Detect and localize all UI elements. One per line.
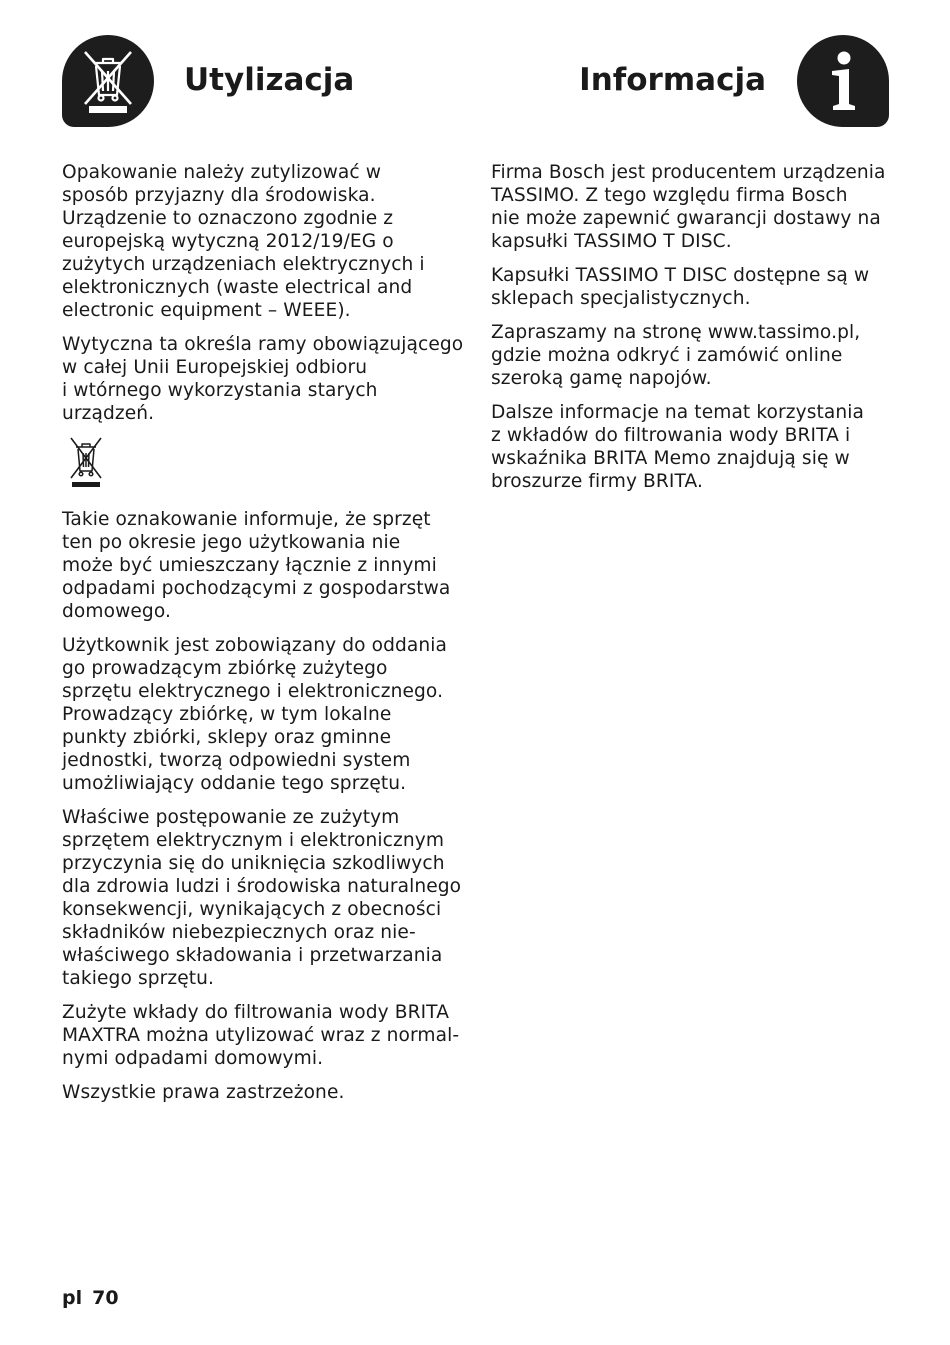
information-column xyxy=(491,161,901,504)
section-heading-disposal: Utylizacja xyxy=(184,62,355,98)
page-footer xyxy=(62,1286,129,1310)
weee-bin-icon xyxy=(62,35,154,127)
paragraph: Właściwe postępowanie ze zużytym sprzętem elektrycznym i elektronicznym przyczynia się do uniknięcia szkodliwych dla zdrowia ludzi i środowiska naturalnego konsekwencji, wynikających z obecności składników niebezpiecznych oraz nie- właściwego składowania i przetwarzania takiego sprzętu. xyxy=(62,807,462,989)
paragraph: Firma Bosch jest producentem urządzenia TASSIMO. Z tego względu firma Bosch nie może zapewnić gwarancji dostawy na kapsułki TASSIMO T DISC. xyxy=(491,162,886,252)
paragraph: Wytyczna ta określa ramy obowiązującego w całej Unii Europejskiej odbioru i wtórnego wykorzystania starych urządzeń. xyxy=(62,334,464,424)
paragraph: Kapsułki TASSIMO T DISC dostępne są w sklepach specjalistycznych. xyxy=(491,265,870,309)
section-heading-information: Informacja xyxy=(579,62,766,98)
paragraph: Takie oznakowanie informuje, że sprzęt ten po okresie jego użytkowania nie może być umieszczany łącznie z innymi odpadami pochodzącymi z gospodarstwa domowego. xyxy=(62,509,451,622)
paragraph: Zużyte wkłady do filtrowania wody BRITA MAXTRA można utylizować wraz z normal- nymi odpadami domowymi. xyxy=(62,1002,460,1069)
paragraph: Dalsze informacje na temat korzystania z wkładów do filtrowania wody BRITA i wskaźnika BRITA Memo znajdują się w broszurze firmy BRITA. xyxy=(491,402,865,492)
info-icon xyxy=(797,35,889,127)
paragraph: Użytkownik jest zobowiązany do oddania go prowadzącym zbiórkę zużytego sprzętu elektrycznego i elektronicznego. Prowadzący zbiórkę, w tym lokalne punkty zbiórki, sklepy oraz gminne jednostki, tworzą odpowiedni system umożliwiający oddanie tego sprzętu. xyxy=(62,635,448,794)
paragraph: Wszystkie prawa zastrzeżone. xyxy=(62,1082,345,1103)
paragraph: Opakowanie należy zutylizować w sposób przyjazny dla środowiska. Urządzenie to oznaczono zgodnie z europejską wytyczną 2012/19/EG o zużytych urządzeniach elektrycznych i elektronicznych (waste electrical and electronic equipment – WEEE). xyxy=(62,162,425,321)
disposal-column xyxy=(62,161,472,1115)
weee-bin-icon xyxy=(68,436,104,490)
language-code: pl xyxy=(62,1287,83,1309)
paragraph: Zapraszamy na stronę www.tassimo.pl, gdzie można odkryć i zamówić online szeroką gamę napojów. xyxy=(491,322,861,389)
page-number: 70 xyxy=(92,1287,119,1309)
